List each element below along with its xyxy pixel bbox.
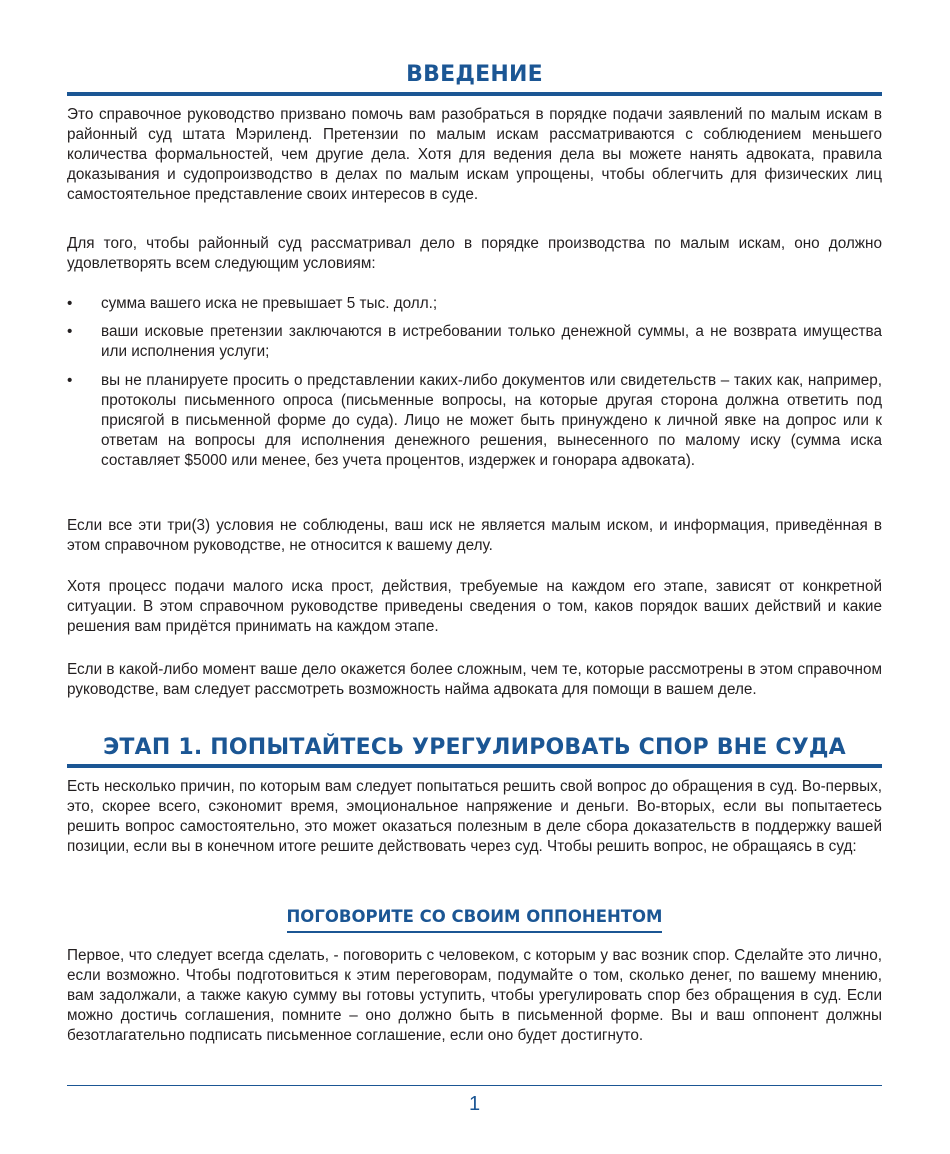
stage1-title: ЭТАП 1. ПОПЫТАЙТЕСЬ УРЕГУЛИРОВАТЬ СПОР ВНЕ СУДА bbox=[103, 735, 846, 760]
intro-after-paragraph-2: Хотя процесс подачи малого иска прост, действия, требуемые на каждом его этапе, зависят от конкретной ситуации. В этом справочном руководстве приведены сведения о том, каков порядок ваших действий и какие решения вам придётся принимать на каждом этапе. bbox=[67, 578, 882, 635]
list-item-text: ваши исковые претензии заключаются в истребовании только денежной суммы, а не возврата имущества или исполнения услуги; bbox=[101, 323, 882, 360]
stage1-title-rule bbox=[67, 764, 882, 768]
intro-after-paragraph-1: Если все эти три(3) условия не соблюдены, ваш иск не является малым иском, и информация, приведённая в этом справочном руководстве, не относится к вашему делу. bbox=[67, 517, 882, 554]
footer-rule bbox=[67, 1085, 882, 1086]
intro-title-rule bbox=[67, 92, 882, 96]
intro-after-paragraph-3: Если в какой-либо момент ваше дело окажется более сложным, чем те, которые рассмотрены в этом справочном руководстве, вам следует рассмотреть возможность найма адвоката для помощи в вашем деле. bbox=[67, 661, 882, 698]
intro-paragraph-2: Для того, чтобы районный суд рассматривал дело в порядке производства по малым искам, оно должно удовлетворять всем следующим условиям: bbox=[67, 235, 882, 272]
intro-paragraph-1: Это справочное руководство призвано помочь вам разобраться в порядке подачи заявлений по малым искам в районный суд штата Мэриленд. Претензии по малым искам рассматриваются с соблюдением меньшего количества формальностей, чем другие дела. Хотя для ведения дела вы можете нанять адвоката, правила доказывания и судопроизводство в делах по малым искам упрощены, чтобы облегчить для физических лиц самостоятельное представление своих интересов в суде. bbox=[67, 106, 882, 203]
list-item-text: вы не планируете просить о представлении каких-либо документов или свидетельств – таких как, например, протоколы письменного опроса (письменные вопросы, на которые другая сторона должна ответить под присягой в письменной форме до суда). Лицо не может быть принуждено к личной явке на допрос или к ответам на вопросы для исполнения денежного решения, вынесенного по малому иску (сумма иска составляет $5000 или менее, без учета процентов, издержек и гонорара адвоката). bbox=[101, 372, 882, 469]
bullet-icon: • bbox=[67, 372, 73, 389]
stage1-sub-paragraph: Первое, что следует всегда сделать, - поговорить с человеком, с которым у вас возник спор. Сделайте это лично, если возможно. Чтобы подготовиться к этим переговорам, подумайте о том, сколько денег, по вашему мнению, вам задолжали, а также какую сумму вы готовы уступить, чтобы урегулировать спор без обращения в суд. Если можно достичь соглашения, помните – оно должно быть в письменной форме. Вы и ваш оппонент должны безотлагательно подписать письменное соглашение, если оно будет достигнуто. bbox=[67, 947, 882, 1044]
intro-title: ВВЕДЕНИЕ bbox=[406, 62, 543, 87]
bullet-icon: • bbox=[67, 323, 73, 340]
stage1-subheading-text: ПОГОВОРИТЕ СО СВОИМ ОППОНЕНТОМ bbox=[287, 906, 663, 933]
document-page bbox=[67, 0, 882, 1154]
page-number: 1 bbox=[468, 1093, 481, 1115]
stage1-subheading bbox=[67, 905, 882, 933]
bullet-icon: • bbox=[67, 295, 73, 312]
list-item-text: сумма вашего иска не превышает 5 тыс. долл.; bbox=[101, 295, 438, 312]
stage1-paragraph: Есть несколько причин, по которым вам следует попытаться решить свой вопрос до обращения в суд. Во-первых, это, скорее всего, сэкономит время, эмоциональное напряжение и деньги. Во-вторых, если вы попытаетесь решить вопрос самостоятельно, это может оказаться полезным в деле сбора доказательств в поддержку вашей позиции, если вы в конечном итоге решите действовать через суд. Чтобы решить вопрос, не обращаясь в суд: bbox=[67, 778, 882, 855]
